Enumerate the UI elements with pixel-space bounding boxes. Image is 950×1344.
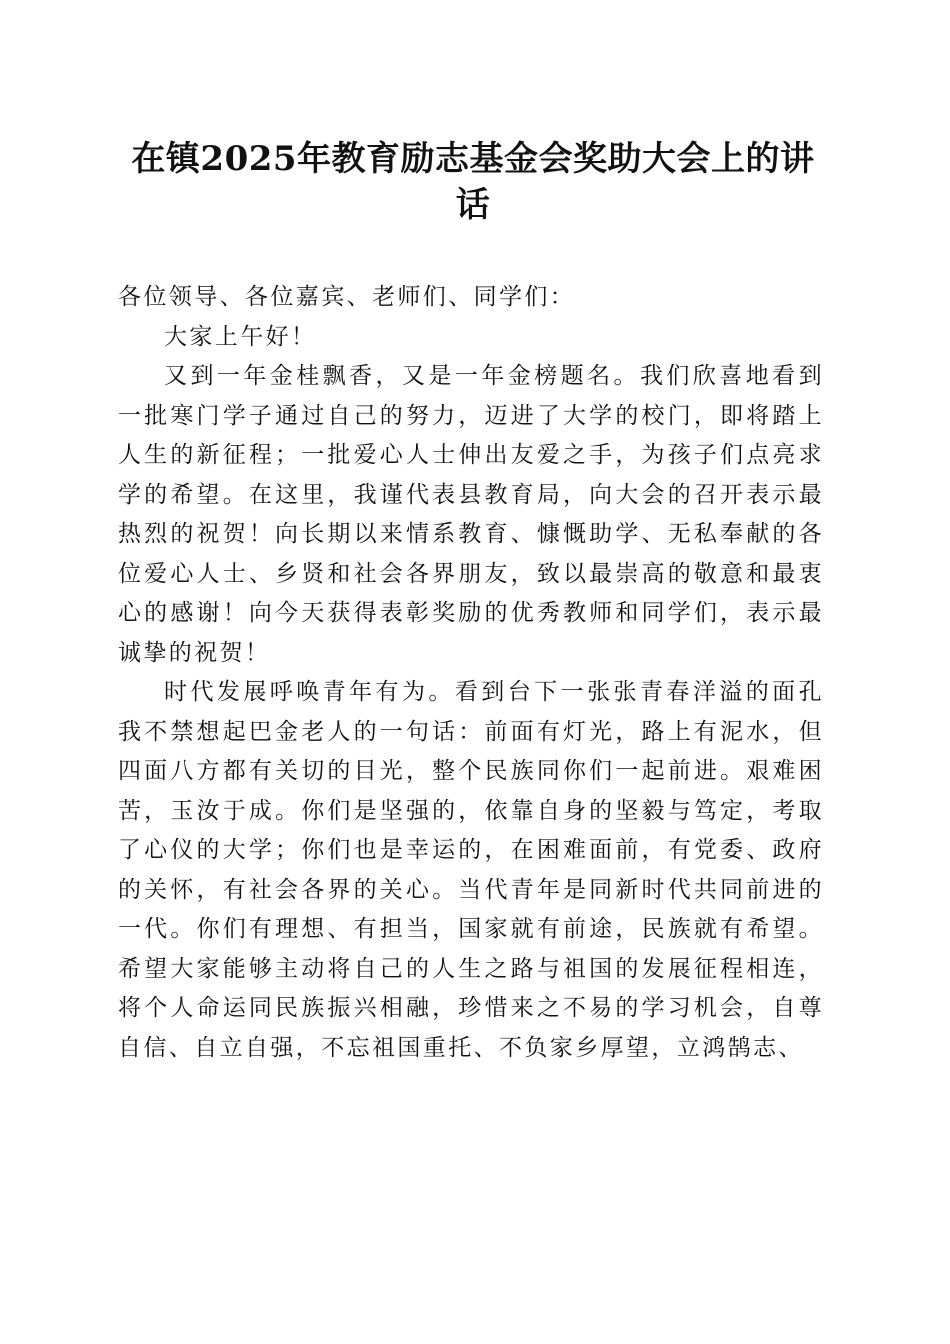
document-body — [118, 278, 824, 1068]
document-title: 在镇2025年教育励志基金会奖助大会上的讲话 — [131, 139, 815, 225]
paragraph-youth: 时代发展呼唤青年有为。看到台下一张张青春洋溢的面孔我不禁想起巴金老人的一句话：前面有灯光，路上有泥水，但四面八方都有关切的目光，整个民族同你们一起前进。艰难困苦，玉汝于成。你们是坚强的，依靠自身的坚毅与笃定，考取了心仪的大学；你们也是幸运的，在困难面前，有党委、政府的关怀，有社会各界的关心。当代青年是同新时代共同前进的一代。你们有理想、有担当，国家就有前途，民族就有希望。希望大家能够主动将自己的人生之路与祖国的发展征程相连，将个人命运同民族振兴相融，珍惜来之不易的学习机会，自尊自信、自立自强，不忘祖国重托、不负家乡厚望，立鸿鹄志、 — [118, 679, 824, 1061]
paragraph-congratulations: 又到一年金桂飘香，又是一年金榜题名。我们欣喜地看到一批寒门学子通过自己的努力，迈进了大学的校门，即将踏上人生的新征程；一批爱心人士伸出友爱之手，为孩子们点亮求学的希望。在这里，我谨代表县教育局，向大会的召开表示最热烈的祝贺！向长期以来情系教育、慷慨助学、无私奉献的各位爱心人士、乡贤和社会各界朋友，致以最崇高的敬意和最衷心的感谢！向今天获得表彰奖励的优秀教师和同学们，表示最诚挚的祝贺！ — [118, 363, 824, 666]
salutation: 各位领导、各位嘉宾、老师们、同学们： — [118, 284, 576, 310]
paragraph-greeting: 大家上午好！ — [164, 323, 317, 350]
